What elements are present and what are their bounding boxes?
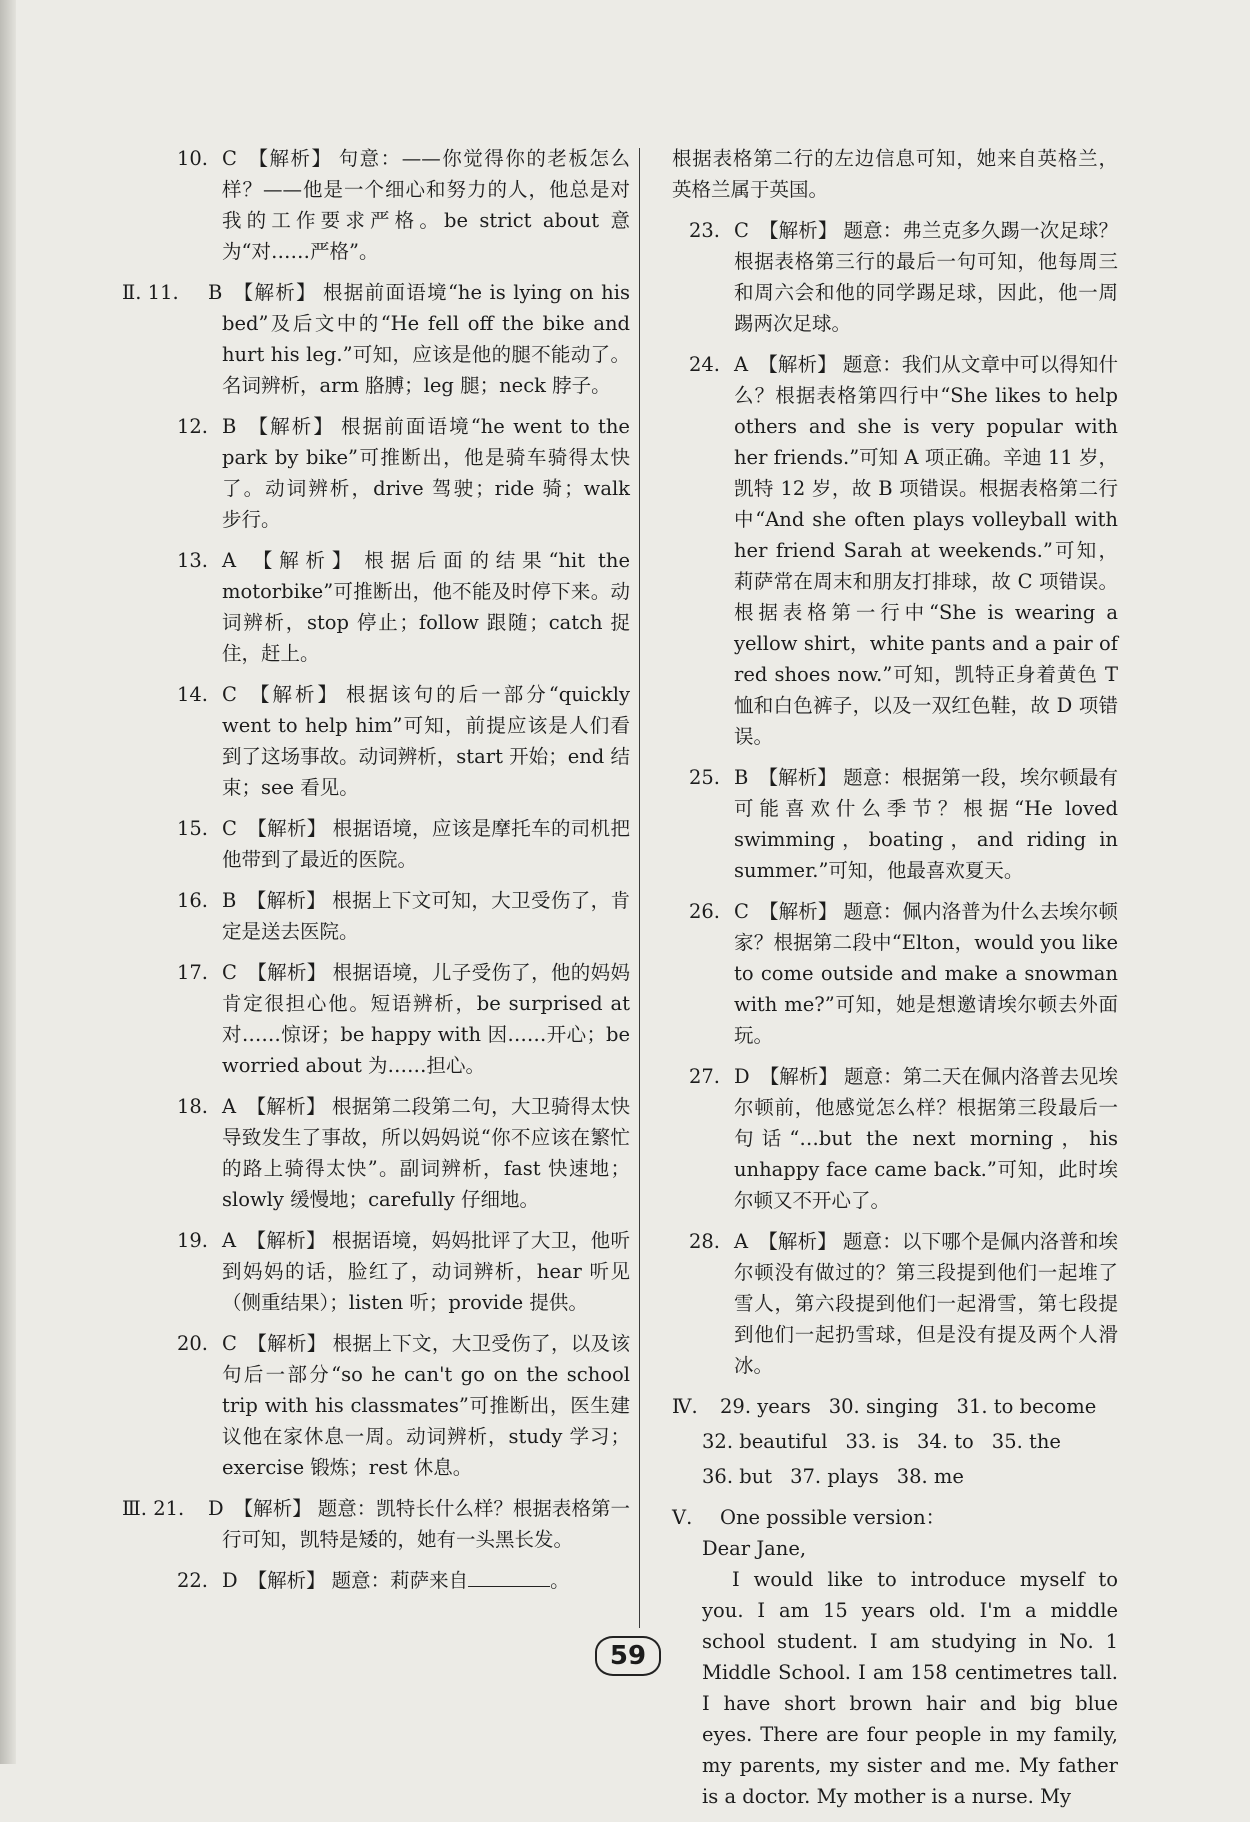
letter-body: I would like to introduce myself to you. I am 15 years old. I'm a middle school student. I am studying in No. 1 Middle School. I am 158 centimetres tall. I have short brown hair and big blue eyes. There are four people in my family, my parents, my sister and me. My father is a doctor. My mother is a nurse. My [702,1568,1118,1808]
page-number: 59 [595,1636,661,1676]
section-label: Ⅲ. 21. [122,1497,185,1520]
page-binding-edge [0,0,16,1764]
answer-item-23: 23. C 【解析】 题意：弗兰克多久踢一次足球？根据表格第三行的最后一句可知，他每周三和周六会和他的同学踢足球，因此，他一周踢两次足球。 [688,219,1118,335]
answer-item-20: 20. C 【解析】 根据上下文，大卫受伤了，以及该句后一部分“so he can't go on the school trip with his classmates”可推断出，医生建议他在家休息一周。动词辨析，study 学习；exercise 锻炼；rest 休息。 [176,1332,630,1479]
answer-item-14: 14. C 【解析】 根据该句的后一部分“quickly went to help him”可知，前提应该是人们看到了这场事故。动词辨析，start 开始；end 结束；see 看见。 [176,683,630,799]
section-label: Ⅱ. 11. [122,281,179,304]
section-iv-line-2: 32. beautiful 33. is 34. to 35. the [702,1430,1061,1453]
answer-item-12: 12. B 【解析】 根据前面语境“he went to the park by bike”可推断出，他是骑车骑得太快了。动词辨析，drive 驾驶；ride 骑；walk 步行。 [176,415,630,531]
section-iv-line-3: 36. but 37. plays 38. me [702,1465,964,1488]
answer-item-22-continued: 根据表格第二行的左边信息可知，她来自英格兰，英格兰属于英国。 [672,147,1118,201]
answer-item-17: 17. C 【解析】 根据语境，儿子受伤了，他的妈妈肯定很担心他。短语辨析，be surprised at 对……惊讶；be happy with 因……开心；be worried about 为……担心。 [176,961,630,1077]
section-v-writing [672,1502,1118,1812]
answer-item-27: 27. D 【解析】 题意：第二天在佩内洛普去见埃尔顿前，他感觉怎么样？根据第三段最后一句话“…but the next morning，his unhappy face came back.”可知，此时埃尔顿又不开心了。 [688,1065,1118,1212]
answer-item-10: 10. C 【解析】 句意：——你觉得你的老板怎么样？——他是一个细心和努力的人，他总是对我的工作要求严格。be strict about 意为“对……严格”。 [176,147,630,263]
answer-item-25: 25. B 【解析】 题意：根据第一段，埃尔顿最有可能喜欢什么季节？根据“He loved swimming，boating，and riding in summer.”可知，他最喜欢夏天。 [688,766,1118,882]
right-column [672,143,1118,1822]
answer-item-24: 24. A 【解析】 题意：我们从文章中可以得知什么？根据表格第四行中“She likes to help others and she is very popular with her friends.”可知 A 项正确。辛迪 11 岁，凯特 12 岁，故 B 项错误。根据表格第二行中“And she often plays volleyball with her friend Sarah at weekends.”可知，莉萨常在周末和朋友打排球，故 C 项错误。根据表格第一行中“She is wearing a yellow shirt，white pants and a pair of red shoes now.”可知，凯特正身着黄色 T 恤和白色裤子，以及一双红色鞋，故 D 项错误。 [688,353,1118,748]
section-v-intro: Ⅴ. One possible version： [672,1506,946,1529]
fill-blank [468,1568,550,1587]
answer-item-22: 22. D 【解析】 题意：莉萨来自 。 [176,1569,570,1592]
left-column [122,143,630,1606]
section-iv-answers [672,1391,1118,1492]
answer-item-18: 18. A 【解析】 根据第二段第二句，大卫骑得太快导致发生了事故，所以妈妈说“你不应该在繁忙的路上骑得太快”。副词辨析，fast 快速地；slowly 缓慢地；carefully 仔细地。 [176,1095,630,1211]
answer-item-15: 15. C 【解析】 根据语境，应该是摩托车的司机把他带到了最近的医院。 [176,817,630,871]
answer-item-26: 26. C 【解析】 题意：佩内洛普为什么去埃尔顿家？根据第二段中“Elton，would you like to come outside and make a snowman with me?”可知，她是想邀请埃尔顿去外面玩。 [688,900,1118,1047]
answer-item-11: Ⅱ. 11. B 【解析】 根据前面语境“he is lying on his bed”及后文中的“He fell off the bike and hurt his leg.”可知，应该是他的腿不能动了。名词辨析，arm 胳膊；leg 腿；neck 脖子。 [160,277,630,401]
answer-item-13: 13. A 【解析】 根据后面的结果“hit the motorbike”可推断出，他不能及时停下来。动词辨析，stop 停止；follow 跟随；catch 捉住，赶上。 [176,549,630,665]
column-divider [639,148,640,1628]
letter-salutation: Dear Jane, [702,1537,807,1560]
answer-item-16: 16. B 【解析】 根据上下文可知，大卫受伤了，肯定是送去医院。 [176,889,630,943]
answer-item-28: 28. A 【解析】 题意：以下哪个是佩内洛普和埃尔顿没有做过的？第三段提到他们一起堆了雪人，第六段提到他们一起滑雪，第七段提到他们一起扔雪球，但是没有提及两个人滑冰。 [688,1230,1118,1377]
answer-item-19: 19. A 【解析】 根据语境，妈妈批评了大卫，他听到妈妈的话，脸红了，动词辨析，hear 听见（侧重结果）；listen 听；provide 提供。 [176,1229,630,1314]
section-iv-line-1: Ⅳ. 29. years 30. singing 31. to become [672,1395,1097,1418]
answer-item-21: Ⅲ. 21. D 【解析】 题意：凯特长什么样？根据表格第一行可知，凯特是矮的，她有一头黑长发。 [160,1493,630,1555]
